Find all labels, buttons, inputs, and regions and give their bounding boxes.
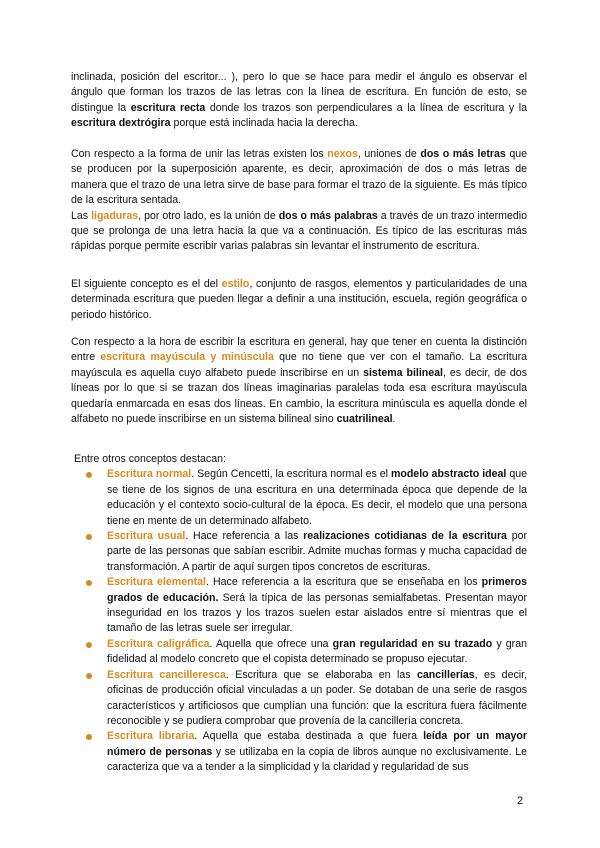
text-run: y se utilizaba en la copia de libros aunque no exclusivamente. Le caracteriza que va a tender a la simplicidad y la claridad y regularidad de sus [107,745,528,774]
text-run: El siguiente concepto es el del [71,278,222,290]
text-run: a través de un trazo intermedio que se prolonga de una letra hacia la que va a continuación. Es típico de las escrituras más rápidas porque permite escribir varias palabras sin levantar el instrumento de escritura. [71,209,527,253]
highlighted-term: Escritura usual [107,530,186,543]
concepts-intro: Entre otros conceptos destacan: [74,453,226,465]
paragraph-estilo [71,277,527,323]
list-item-text [107,530,527,573]
text-run: inclinada, posición del escritor... ), pero lo que se hace para medir el ángulo es observar el ángulo que forman los trazos de las letras con la línea de escritura. En función de esto, se distingue la [71,71,527,114]
bullet-icon [86,472,92,478]
text-run: donde los trazos son perpendiculares a la línea de escritura y la [205,101,527,114]
bold-term: escritura dextrógira [71,117,171,130]
text-run: por parte de las personas que sabían escribir. Admite muchas formas y mucha capacidad de transformación. A partir de aquí surgen tipos concretos de escrituras. [107,530,528,573]
list-item [71,729,527,775]
highlighted-term: Escritura normal [107,468,192,481]
text-run: . Escritura que se elaboraba en las [225,668,417,681]
highlighted-term: Escritura cancilleresca [107,668,226,681]
concepts-section [74,452,527,776]
text-run: . Hace referencia a las [185,530,304,543]
bullet-icon [86,642,92,648]
list-item [71,637,527,668]
list-item-text [107,669,527,727]
list-item [71,529,527,575]
paragraph-slant [71,70,527,132]
text-run: . Hace referencia a la escritura que se enseñaba en los [205,576,482,589]
bold-term: realizaciones cotidianas de la escritura [303,530,507,543]
text-run: , conjunto de rasgos, elementos y particularidades de una determinada escritura que pueden llegar a definir a una institución, escuela, región geográfica o periodo histórico. [71,278,527,321]
text-run: , es decir, de dos líneas por lo que si se trazan dos líneas imaginarias paralelas toda esa escritura mayúscula quedaría enmarcada en esas dos líneas. En cambio, la escritura minúscula es aquella donde el alfabeto no puede inscribirse en un sistema bilineal sino [71,366,527,426]
paragraph-nexos-block [71,147,527,255]
highlighted-term: Escritura libraria [107,730,195,743]
text-run: Con respecto a la forma de unir las letras existen los [71,148,328,160]
text-run: porque está inclinada hacia la derecha. [170,117,358,130]
paragraph-1 [71,70,527,132]
highlighted-term: nexos [327,148,358,160]
bullet-icon [86,673,92,679]
text-run: que se tiene de los signos de una escritura en una determinada época que depende de la educación y el contexto socio-cultural de la época. Es decir, el modelo que una persona tiene en mente de un determinado alfabeto. [107,468,527,527]
paragraph-5 [71,335,527,427]
text-run: Las [71,209,92,222]
text-run: . Aquella que estaba destinada a que fuera [194,730,424,743]
list-item [71,575,527,637]
highlighted-term: escritura mayúscula y minúscula [100,351,274,364]
text-run: . Aquella que ofrece una [209,637,333,650]
bold-term: cuatrilineal [336,413,393,426]
text-run: y gran fidelidad al modelo concreto que el copista determinado se propuso ejecutar. [107,637,527,666]
bold-term: modelo abstracto ideal [390,468,507,481]
bold-term: sistema bilineal [363,366,443,379]
list-item [71,467,527,529]
page-number: 2 [517,795,524,807]
concepts-list [71,467,527,775]
bullet-icon [86,534,92,540]
bold-term: gran regularidad en su trazado [332,637,493,650]
list-item-text [107,730,527,773]
paragraph-2 [71,147,527,209]
bold-term: leída por un mayor número de personas [107,730,528,758]
bold-term: escritura recta [130,101,206,114]
bold-term: dos o más letras [420,148,506,160]
bold-term: cancillerías [416,668,475,681]
paragraph-4 [71,277,527,323]
highlighted-term: ligaduras [91,209,139,222]
text-run: , es decir, oficinas de producción oficial vinculadas a un poder. Se dotaban de una serie de rasgos característicos y artificiosos que cumplían una función: que la escritura fuera fácilmente reconocible y se pudiera comprobar que provenía de la cancillería concreta. [107,668,527,727]
bullet-icon [86,734,92,740]
list-item-text [107,576,527,634]
text-run: , uniones de [357,148,421,160]
text-run: Con respecto a la hora de escribir la escritura en general, hay que tener en cuenta la distinción entre [71,336,527,364]
bullet-icon [86,580,92,586]
text-run: . Según Cencetti, la escritura normal es el [191,468,391,481]
text-run: que se producen por la superposición aparente, es decir, aproximación de dos o más letras de manera que el trazo de una letra sirve de base para formar el trazo de la siguiente. Es más típico de la escritura sentada. [71,148,527,207]
bold-term: dos o más palabras [278,209,378,222]
text-run: Será la típica de las personas semialfabetas. Presentan mayor inseguridad en los trazos y los trazos suelen estar aislados entre sí mientras que el tamaño de las letras suele ser irregular. [107,591,527,635]
bold-term: primeros grados de educación. [107,576,527,604]
paragraph-3 [71,209,527,255]
text-run: , por otro lado, es la unión de [138,209,279,222]
highlighted-term: Escritura caligráfica [107,637,210,650]
list-item-text [107,468,527,526]
list-item [71,668,527,730]
highlighted-term: estilo [221,278,250,290]
text-run: . [392,413,396,426]
paragraph-mayuscula [71,335,527,427]
highlighted-term: Escritura elemental [107,576,206,589]
text-run: que no tiene que ver con el tamaño. La escritura mayúscula es aquella cuyo alfabeto puede inscribirse en un [71,351,528,379]
list-item-text [107,638,527,665]
